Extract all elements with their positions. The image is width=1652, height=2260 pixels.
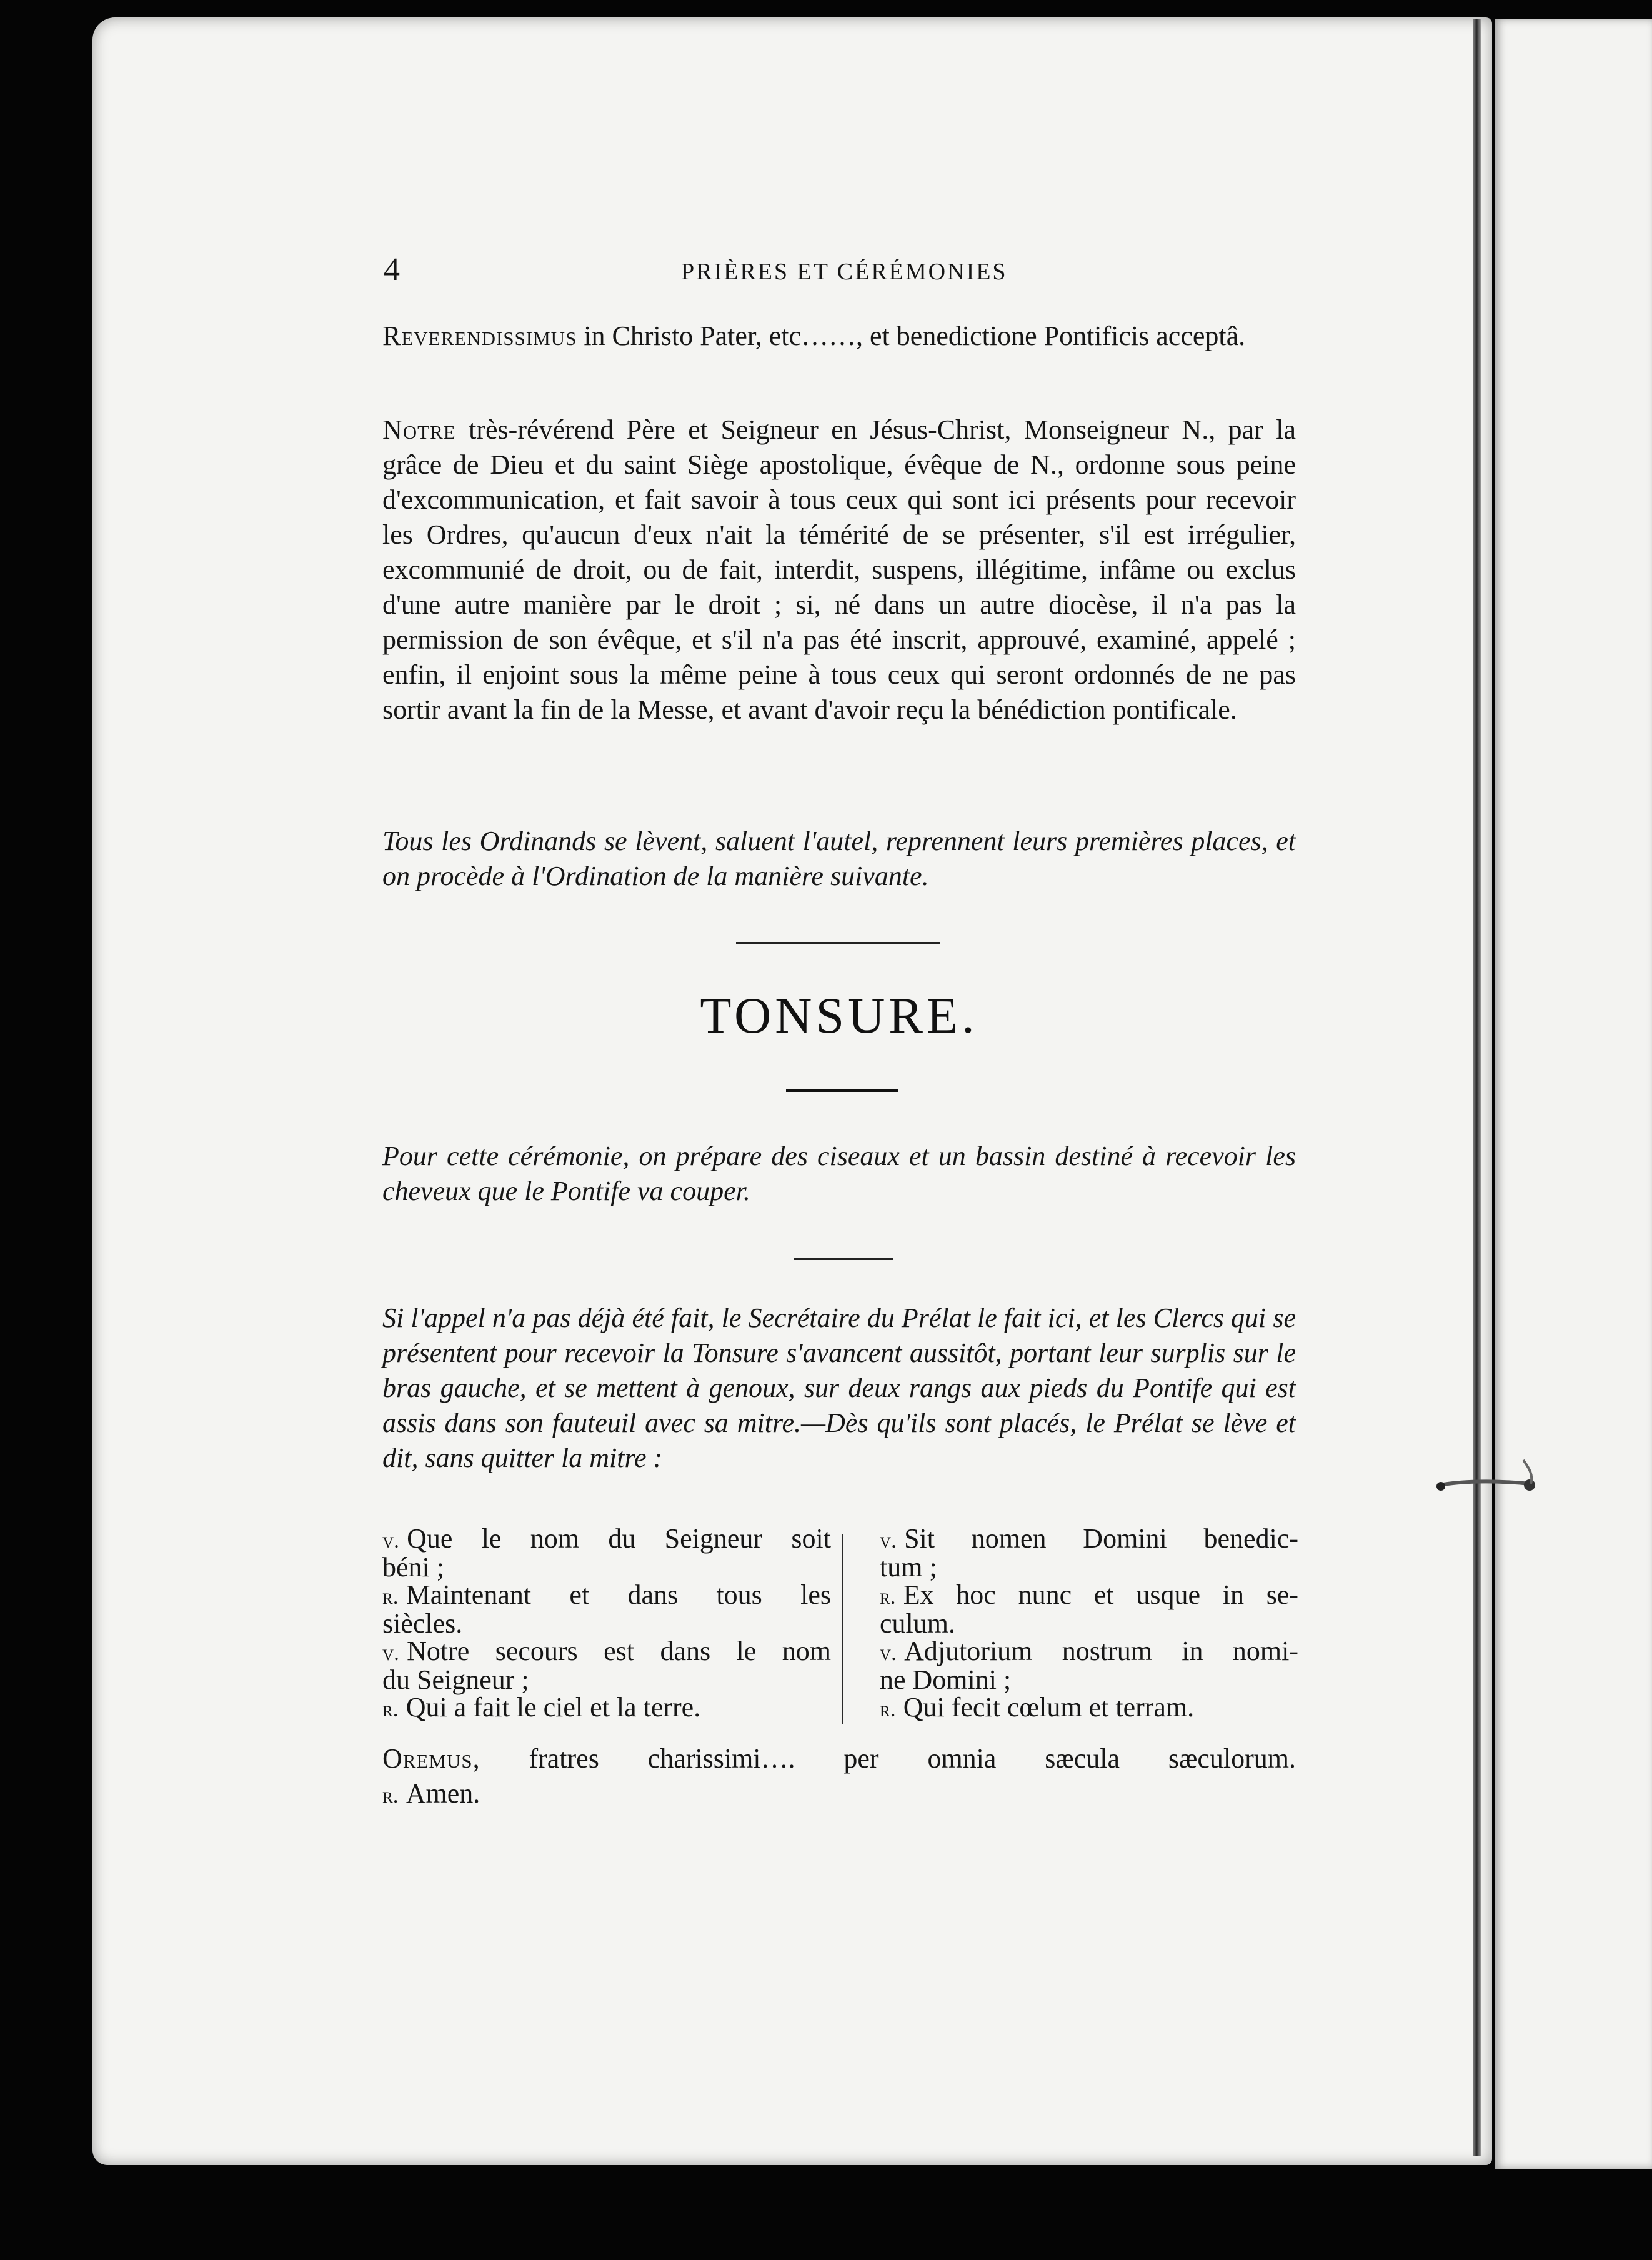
versicle-mark: r.: [880, 1584, 896, 1609]
page-clip-mark: [1436, 1456, 1542, 1506]
amen-text: Amen.: [406, 1778, 480, 1809]
facing-page-edge: [1495, 19, 1652, 2169]
versicle-line: Qui a fait le ciel et la terre.: [406, 1692, 701, 1722]
versicle-item: [382, 1694, 831, 1722]
paragraph-notre: [382, 412, 1296, 798]
versicle-line: béni ;: [382, 1552, 444, 1582]
running-head: [382, 253, 1488, 291]
versicle-mark: v.: [382, 1640, 400, 1665]
oremus-text: fratres charissimi…. per omnia sæcula sæculorum.: [480, 1743, 1296, 1774]
paragraph-text: très-révérend Père et Seigneur en Jésus-Christ, Monseigneur N., par la grâce de Dieu et du saint Siège apostolique, évêque de N., ordonne sous peine d'excommunication, et fait savoir à tous ceux qui sont ici présents pour recevoir les Ordres, qu'aucun d'eux n'ait la témérité de se présenter, s'il est irrégulier, excommunié de droit, ou de fait, interdit, suspens, illégitime, infâme ou exclus d'une autre manière par le droit ; si, né dans un autre diocèse, il n'a pas la permission de son évêque, et s'il n'a pas été inscrit, approuvé, examiné, appelé ; enfin, il enjoint sous la même peine à tous ceux qui seront ordonnés de ne pas sortir avant la fin de la Messe, et avant d'avoir reçu la bénédiction pontificale.: [382, 414, 1296, 725]
oremus-line: [382, 1741, 1296, 1776]
running-title: PRIÈRES ET CÉRÉMONIES: [681, 259, 1008, 285]
versicles-french: [382, 1525, 831, 1722]
versicles-two-column: [382, 1525, 1296, 1725]
versicle-item: [880, 1638, 1298, 1694]
versicle-line: ne Domini ;: [880, 1664, 1012, 1695]
lead-word: Notre: [382, 414, 456, 445]
versicles-latin: [880, 1525, 1298, 1722]
versicle-line: culum.: [880, 1608, 955, 1639]
versicle-item: [880, 1525, 1298, 1581]
oremus-lead: Oremus,: [382, 1743, 480, 1774]
versicle-mark: v.: [382, 1528, 400, 1552]
heading-underline: [786, 1089, 898, 1092]
section-heading: TONSURE.: [700, 987, 978, 1044]
versicle-mark: v.: [880, 1528, 897, 1552]
page-number: 4: [384, 252, 400, 288]
versicle-item: [880, 1581, 1298, 1638]
versicle-line: Ex hoc nunc et usque in se-: [903, 1579, 1298, 1610]
versicle-item: [382, 1581, 831, 1638]
closing-prayer: [382, 1741, 1296, 1812]
section-rule-top: [736, 942, 940, 944]
lead-word: Reverendissimus: [382, 321, 577, 351]
versicle-item: [382, 1525, 831, 1581]
versicle-line: Que le nom du Seigneur soit: [407, 1523, 831, 1554]
amen-line: [382, 1776, 1296, 1812]
versicle-item: [382, 1638, 831, 1694]
paragraph-reverendissimus: [382, 319, 1296, 389]
versicle-line: Sit nomen Domini benedic-: [904, 1523, 1298, 1554]
versicle-mark: r.: [880, 1696, 896, 1721]
versicle-line: Adjutorium nostrum in nomi-: [904, 1636, 1298, 1666]
versicle-mark: r.: [382, 1584, 399, 1609]
versicle-line: tum ;: [880, 1552, 937, 1582]
versicle-line: du Seigneur ;: [382, 1664, 529, 1695]
paragraph-text: in Christo Pater, etc……, et benedictione Pontificis acceptâ.: [577, 321, 1246, 351]
book-gutter: [1473, 19, 1481, 2156]
versicle-mark: r.: [382, 1696, 399, 1721]
versicle-mark: v.: [880, 1640, 897, 1665]
rubric-preparation: Pour cette cérémonie, on prépare des ciseaux et un bassin destiné à recevoir les cheveux que le Pontife va couper.: [382, 1141, 1296, 1206]
response-mark: r.: [382, 1782, 399, 1808]
rubric-appel: Si l'appel n'a pas déjà été fait, le Secrétaire du Prélat le fait ici, et les Clercs qui se présentent pour recevoir la Tonsure s'avancent aussitôt, portant leur surplis sur le bras gauche, et se mettent à genoux, sur deux rangs aux pieds du Pontife qui est assis dans son fauteuil avec sa mitre.—Dès qu'ils sont placés, le Prélat se lève et dit, sans quitter la mitre :: [382, 1302, 1296, 1473]
rubric-ordinands: Tous les Ordinands se lèvent, saluent l'autel, reprennent leurs premières places, et on procède à l'Ordination de la manière suivante.: [382, 826, 1296, 891]
versicle-line: Maintenant et dans tous les: [406, 1579, 831, 1610]
versicle-item: [880, 1694, 1298, 1722]
versicle-line: Notre secours est dans le nom: [407, 1636, 831, 1666]
column-divider: [842, 1534, 843, 1724]
versicle-line: siècles.: [382, 1608, 463, 1639]
rubric-separator: [794, 1258, 893, 1260]
versicle-line: Qui fecit cœlum et terram.: [903, 1692, 1195, 1722]
